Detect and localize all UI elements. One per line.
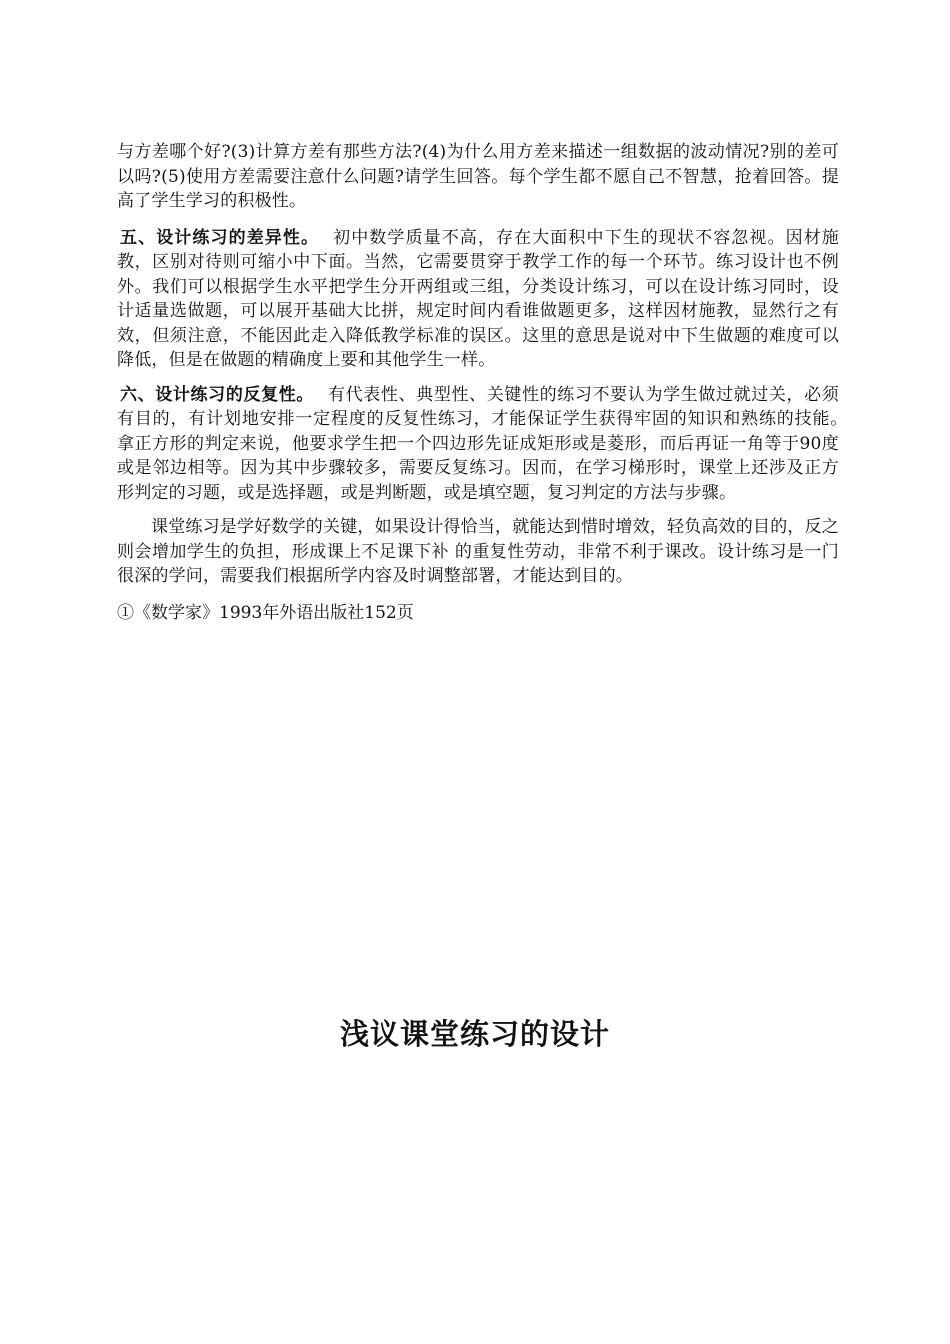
- section-5-body: 初中数学质量不高，存在大面积中下生的现状不容忽视。因材施教，区别对待则可缩小中下面。当然，它需要贯穿于教学工作的每一个环节。练习设计也不例外。我们可以根据学生水平把学生分开两组或三组，分类设计练习，可以在设计练习同时，设计适量选做题，可以展开基础大比拼，规定时间内看谁做题更多，这样因材施教，显然行之有效，但须注意，不能因此走入降低教学标准的误区。这里的意思是说对中下生做题的难度可以降低，但是在做题的精确度上要和其他学生一样。: [117, 227, 839, 370]
- section-5-heading: 五、设计练习的差异性。: [120, 227, 320, 248]
- section-6-body: 有代表性、典型性、关键性的练习不要认为学生做过就过关，必须有目的，有计划地安排一定程度的反复性练习，才能保证学生获得牢固的知识和熟练的技能。 拿正方形的判定来说，他要求学生把一个四边形先证成矩形或是菱形，而后再证一角等于90度或是邻边相等。因为其中步骤较多，需要反复练习。因而，在学习梯形时，课堂上还涉及正方形判定的习题，或是选择题，或是判断题，或是填空题，复习判定的方法与步骤。: [117, 384, 857, 503]
- section-6-paragraph: [117, 383, 857, 506]
- paragraph-intro-text: 与方差哪个好?(3)计算方差有那些方法?(4)为什么用方差来描述一组数据的波动情况?别的差可以吗?(5)使用方差需要注意什么问题?请学生回答。每个学生都不愿自己不智慧，抢着回答。提高了学生学习的积极性。: [117, 142, 839, 211]
- document-title: 浅议课堂练习的设计: [339, 1017, 610, 1051]
- paragraph-intro: [117, 140, 839, 214]
- conclusion-text: 课堂练习是学好数学的关键，如果设计得恰当，就能达到惜时增效，轻负高效的目的，反之则会增加学生的负担，形成课上不足课下补 的重复性劳动，非常不利于课改。设计练习是一门很深的学问，需要我们根据所学内容及时调整部署，才能达到目的。: [117, 517, 839, 586]
- section-5-paragraph: [117, 226, 839, 373]
- footnote: ①《数学家》1993年外语出版社152页: [117, 602, 414, 623]
- section-6-heading: 六、设计练习的反复性。: [120, 384, 314, 405]
- conclusion-paragraph: [117, 515, 839, 589]
- document-body: [117, 140, 857, 625]
